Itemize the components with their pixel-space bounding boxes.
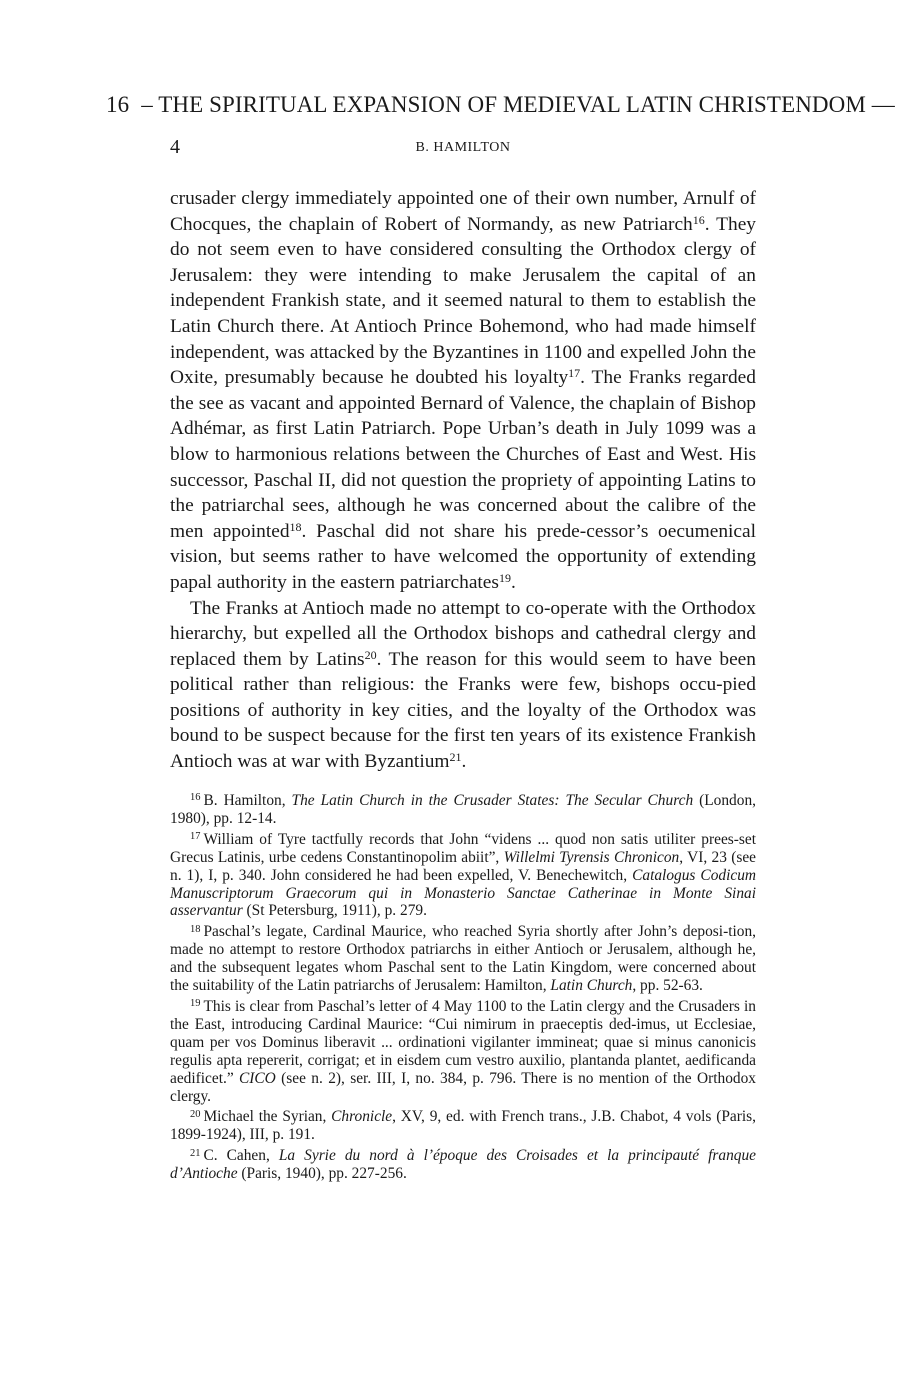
paragraph <box>170 596 756 775</box>
footnote <box>170 1147 756 1183</box>
text-run: Paschal’s legate, Cardinal Maurice, who reached Syria shortly after John’s deposi-tion, made no attempt to restore Orthodox patriarchs in either Antioch or Jerusalem, although he, and the subsequent legates whom Paschal sent to the Latin Kingdom, were concerned about the suitability of the Latin patriarchs of Jerusalem: Hamilton, <box>170 923 756 995</box>
footnote-number: 19 <box>190 998 201 1010</box>
citation-title: Willelmi Tyrensis Chronicon <box>503 848 680 866</box>
text-run: (Paris, 1940), pp. 227-256. <box>237 1165 407 1183</box>
footnote-number: 16 <box>190 792 201 804</box>
footnote-ref: 17 <box>568 366 581 381</box>
citation-title: Catalogus Codicum Manuscriptorum Graecorum qui in Monasterio Sanctae Catherinae in Monte Sinai asservantur <box>170 866 756 920</box>
text-run: , pp. 52-63. <box>632 977 703 995</box>
footnote-number: 18 <box>190 923 201 935</box>
text-run: . The reason for this would seem to have been political rather than religious: the Franks were few, bishops occu-pied positions of authority in key cities, and the loyalty of the Orthodox was bound to be suspect because for the first ten years of its existence Frankish Antioch was at war with Byzantium <box>170 648 756 773</box>
book-title: – THE SPIRITUAL EXPANSION OF MEDIEVAL LATIN CHRISTENDOM — <box>141 92 895 117</box>
text-run: William of Tyre tactfully records that John “videns ... quod non satis utiliter prees-set Grecus Latinis, urbe cedens Constantinopolim abiit”, <box>170 830 756 866</box>
footnote-ref: 21 <box>449 750 462 765</box>
footnote-ref: 19 <box>498 570 511 585</box>
body-text <box>170 186 756 775</box>
text-run: (see n. 2), ser. III, I, no. 384, p. 796. There is no mention of the Orthodox clergy. <box>170 1069 756 1105</box>
paragraph <box>170 186 756 596</box>
page-number: 16 <box>106 92 130 117</box>
text-run: . Paschal did not share his prede-cessor’s oecumenical vision, but seems rather to have welcomed the opportunity of extending papal authority in the eastern patriarchates <box>170 520 757 593</box>
text-run: . The Franks regarded the see as vacant and appointed Bernard of Valence, the chaplain of Bishop Adhémar, as first Latin Patriarch. Pope Urban’s death in July 1099 was a blow to harmonious relations between the Churches of East and West. His successor, Paschal II, did not question the propriety of appointing Latins to the patriarchal sees, although he was concerned about the calibre of the men appointed <box>170 367 756 542</box>
footnote <box>170 792 756 828</box>
article-header <box>170 136 756 160</box>
text-run: C. Cahen, <box>203 1147 279 1165</box>
text-run: , VI, 23 (see n. 1), I, p. 340. John considered he had been expelled, V. Benechewitch, <box>170 848 756 884</box>
text-run: The Franks at Antioch made no attempt to co-operate with the Orthodox hierarchy, but expelled all the Orthodox bishops and cathedral clergy and replaced them by Latins <box>170 597 756 670</box>
footnote-ref: 18 <box>289 519 302 534</box>
footnote-ref: 20 <box>364 647 377 662</box>
footnote <box>170 998 756 1105</box>
footnote <box>170 1108 756 1144</box>
article-author: B. HAMILTON <box>415 140 511 155</box>
running-head <box>106 92 895 118</box>
text-run: (London, 1980), pp. 12-14. <box>170 792 756 827</box>
text-run: , XV, 9, ed. with French trans., J.B. Chabot, 4 vols (Paris, 1899-1924), III, p. 191. <box>170 1108 756 1144</box>
footnote <box>170 831 756 921</box>
citation-title: La Syrie du nord à l’époque des Croisades et la principauté franque d’Antioche <box>170 1147 757 1183</box>
text-run: . They do not seem even to have considered consulting the Orthodox clergy of Jerusalem: they were intending to make Jerusalem the capital of an independent Frankish state, and it seemed natural to them to establish the Latin Church there. At Antioch Prince Bohemond, who had made himself independent, was attacked by the Byzantines in 1100 and expelled John the Oxite, presumably because he doubted his loyalty <box>170 213 756 389</box>
text-run: . <box>461 751 467 773</box>
text-run: B. Hamilton, <box>203 792 292 809</box>
text-run: This is clear from Paschal’s letter of 4 May 1100 to the Latin clergy and the Crusaders in the East, introducing Cardinal Maurice: “Cui nimirum in praeceptis ded-imus, ut Ecclesiae, quam per vos Dominus liberavit ... ordinationi vigilanter immineat; quae si minus canonicis regulis apta repererit, corrigat; et in eisdem cum vestro auxilio, plantanda plantet, aedificanda aedificet.” <box>170 997 756 1087</box>
citation-title: Latin Church <box>550 977 633 995</box>
citation-title: The Latin Church in the Crusader States: The Secular Church <box>291 792 694 809</box>
footnote-number: 21 <box>190 1147 201 1159</box>
footnote-ref: 16 <box>692 212 705 227</box>
citation-title: Chronicle <box>331 1108 393 1126</box>
citation-title: CICO <box>239 1069 276 1087</box>
article-page-number: 4 <box>170 136 180 158</box>
footnote-number: 20 <box>190 1108 201 1120</box>
text-run: crusader clergy immediately appointed one of their own number, Arnulf of Chocques, the chaplain of Robert of Normandy, as new Patriarch <box>170 188 756 235</box>
text-run: . <box>510 571 516 593</box>
footnotes <box>170 792 756 1186</box>
footnote-number: 17 <box>190 831 201 843</box>
text-run: Michael the Syrian, <box>203 1108 332 1126</box>
text-run: (St Petersburg, 1911), p. 279. <box>242 902 427 920</box>
footnote <box>170 923 756 995</box>
